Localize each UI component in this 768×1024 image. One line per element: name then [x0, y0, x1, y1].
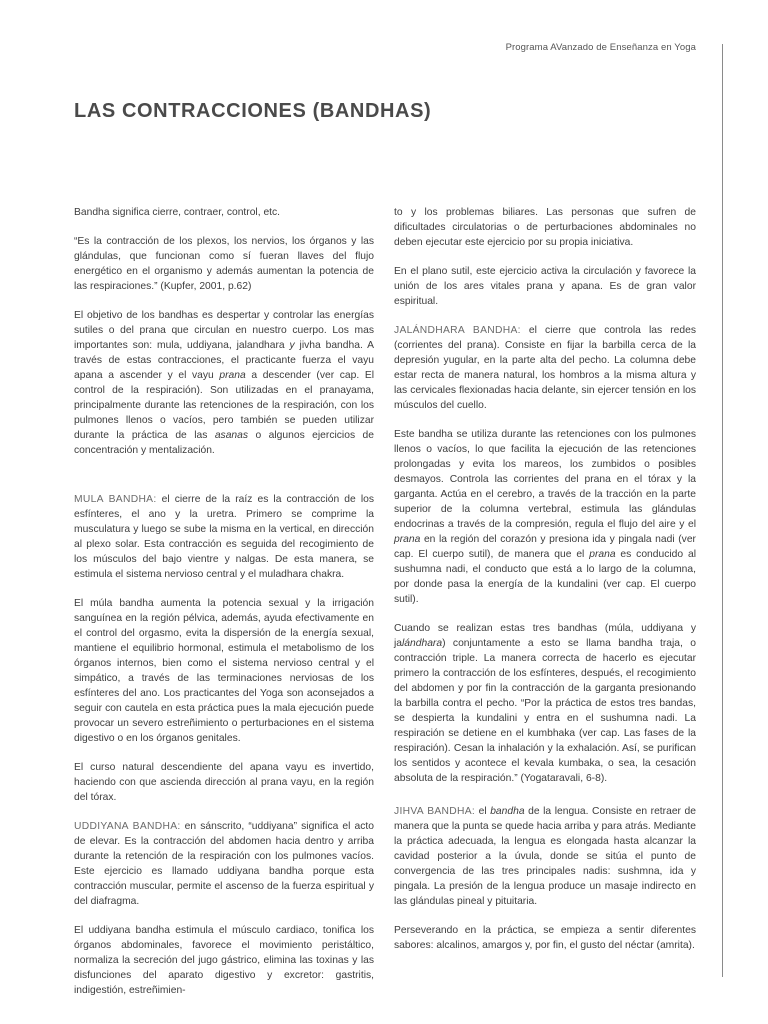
paragraph-uddiyana-bandha — [74, 819, 374, 909]
text-run: Este bandha se utiliza durante las retenciones con los pulmones llenos o vacíos, lo que facilita la ejecución de las retenciones prolongadas y evita los mareos, los zumbidos o posibles desmayos. Controla las corrientes del prana en el tórax y la garganta. Actúa en el cerebro, a través de la tracción en la parte superior de la columna vertebral, estimula las glándulas endocrinas a través de la compresión, regula el flujo del aire y el — [394, 429, 696, 530]
paragraph-apana-vayu: El curso natural descendiente del apana vayu es invertido, haciendo con que ascienda dirección al prana vayu, en la región del tórax. — [74, 762, 374, 803]
running-header: Programa AVanzado de Enseñanza en Yoga — [505, 42, 696, 53]
text-run: a descender (ver cap. El control de la respiración). Son utilizadas en el pranayama, principalmente durante las retenciones de la respiración, con los pulmones llenos o vacíos, pero también se pueden utilizar durante la práctica de las — [74, 370, 375, 441]
italic-word: bandha — [490, 806, 525, 817]
text-run: el cierre de la raíz es la contracción de los esfínteres, el ano y la uretra. Primero se comprime la musculatura y luego se sube la misma en la vertical, en dirección al plexo solar. Esta contracción es seguida del recogimiento de los músculos del bajo vientre y nalgas. De esta manera, se estimula el sistema nervioso central y el muladhara chakra. — [74, 494, 374, 580]
paragraph-mula-bandha — [74, 492, 374, 582]
paragraph-bandha-definition: Bandha significa cierre, contraer, control, etc. — [74, 207, 281, 218]
term-jalandhara-bandha: JALÁNDHARA BANDHA: — [394, 325, 521, 336]
paragraph-jalandhara-effects — [394, 427, 696, 607]
paragraph-kupfer-quote: “Es la contracción de los plexos, los nervios, los órganos y las glándulas, que funcionan como sí fueran llaves del flujo energético en el organismo y además aumentan la potencia de las respiraciones.” (Kupfer, 2001, p.62) — [74, 236, 374, 292]
italic-word: prana — [394, 534, 421, 545]
term-uddiyana-bandha: UDDIYANA BANDHA: — [74, 821, 181, 832]
italic-word: lándhara — [402, 638, 443, 649]
term-jihva-bandha: JIHVA BANDHA: — [394, 806, 476, 817]
italic-word: prana — [589, 549, 616, 560]
right-column — [394, 205, 696, 967]
text-run: Cuando se realizan estas tres bandhas (múla, uddiyana y ja — [394, 623, 696, 649]
paragraph-jalandhara-bandha — [394, 323, 696, 413]
text-run: el — [475, 806, 491, 817]
paragraph-jihva-bandha — [394, 804, 696, 909]
text-run: en la región del corazón y presiona ida y pingala nadi (ver cap. El cuerpo sutil), de manera que el — [394, 534, 696, 560]
paragraph-flavors: Perseverando en la práctica, se empieza a sentir diferentes sabores: alcalinos, amargos y, por fin, el gusto del néctar (amrita). — [394, 925, 696, 951]
text-run: ) conjuntamente a esto se llama bandha traja, o contracción triple. La manera correcta de hacerlo es ejecutar primero la contracción de los esfínteres, después, el recogimiento del abdomen y por fin la contracción de la garganta presionando la barbilla contra el pecho. “Por la práctica de estos tres bandas, se despierta la kundalini y entra en el sushumna nadi. La respiración se detiene en el kumbhaka (ver cap. Las fases de la respiración). Cesan la inhalación y la exhalación. Así, se purifican los sentidos y acontece el kevala kumbaka, o sea, la cesación absoluta de la respiración.” (Yogataravali, 6-8). — [394, 638, 696, 784]
term-mula-bandha: MULA BANDHA: — [74, 494, 157, 505]
paragraph-mula-benefits: El múla bandha aumenta la potencia sexual y la irrigación sanguínea en la región pélvica, además, ayuda efectivamente en el control del orgasmo, evita la dispersión de la energía sexual, mantiene el equilibrio hormonal, estimula el metabolismo de los órganos internos, bien como el sistema nervioso central y el simpático, a través de las terminaciones nerviosas de los esfínteres del ano. Los practicantes del Yoga son aconsejados a seguir con cautela en esta práctica pues la mala ejecución puede provocar un severo estreñimiento o perturbaciones en el sistema digestivo o en los órganos genitales. — [74, 598, 374, 744]
italic-word: prana — [219, 370, 246, 381]
paragraph-uddiyana-benefits: El uddiyana bandha estimula el músculo cardiaco, tonifica los órganos abdominales, favorece el movimiento peristáltico, normaliza la secreción del jugo gástrico, elimina las toxinas y las disfunciones del aparato digestivo y excretor: gastritis, indigestión, estreñimien- — [74, 925, 374, 996]
text-run: El objetivo de los bandhas es despertar y controlar las energías sutiles o del prana que circulan en nuestro cuerpo. Los mas importantes son: mula, uddiyana, jalandhara — [74, 310, 374, 351]
italic-word: asanas — [214, 430, 249, 441]
text-run: el cierre que controla las redes (corrientes del prana). Consiste en fijar la barbilla cerca de la depresión yugular, en la parte alta del pecho. La columna debe estar recta de manera natural, los hombros a la misma altura y las cervicales flexionadas hacia delante, sin ejercer tensión en los músculos del cuello. — [394, 325, 696, 411]
paragraph-subtle-plane: En el plano sutil, este ejercicio activa la circulación y favorece la unión de los ares vitales prana y apana. Es de gran valor espiritual. — [394, 266, 696, 307]
italic-word: y — [289, 340, 295, 351]
page-title: LAS CONTRACCIONES (BANDHAS) — [74, 100, 432, 122]
text-run: o algunos ejercicios de concentración y mentalización. — [74, 430, 374, 456]
text-run: jivha bandha. A través de estas contracciones, el practicante fuerza el vayu apana a ascender y el vayu — [74, 340, 374, 381]
left-column — [74, 205, 374, 1012]
text-run: de la lengua. Consiste en retraer de manera que la punta se quede hacia arriba y para atrás. Mediante la práctica adecuada, la lengua es elongada hasta alcanzar la cavidad posterior a la úvula, donde se sitúa el punto de convergencia de las tres principales nadis: sushmna, ida y pingala. La presión de la lengua produce un masaje indirecto en las glándulas pineal y pituitaria. — [394, 806, 696, 907]
paragraph-continuation: to y los problemas biliares. Las personas que sufren de dificultades circulatorias o de perturbaciones abdominales no deben ejecutar este ejercicio por su propia iniciativa. — [394, 207, 696, 248]
paragraph-bandha-traja — [394, 621, 696, 786]
text-run: es conducido al sushumna nadi, el conducto que está a lo largo de la columna, por donde pasa la energía de la kundalini (ver cap. El cuerpo sutil). — [394, 549, 696, 605]
text-run: en sánscrito, “uddiyana” significa el acto de elevar. Es la contracción del abdomen hacia dentro y arriba durante la retención de la respiración con los pulmones vacíos. Este ejercicio es llamado uddiyana bandha porque esta contracción muscular, permite el ascenso de la fuerza espiritual y del diafragma. — [74, 821, 375, 907]
paragraph-objective — [74, 308, 374, 458]
vertical-rule — [722, 44, 723, 977]
